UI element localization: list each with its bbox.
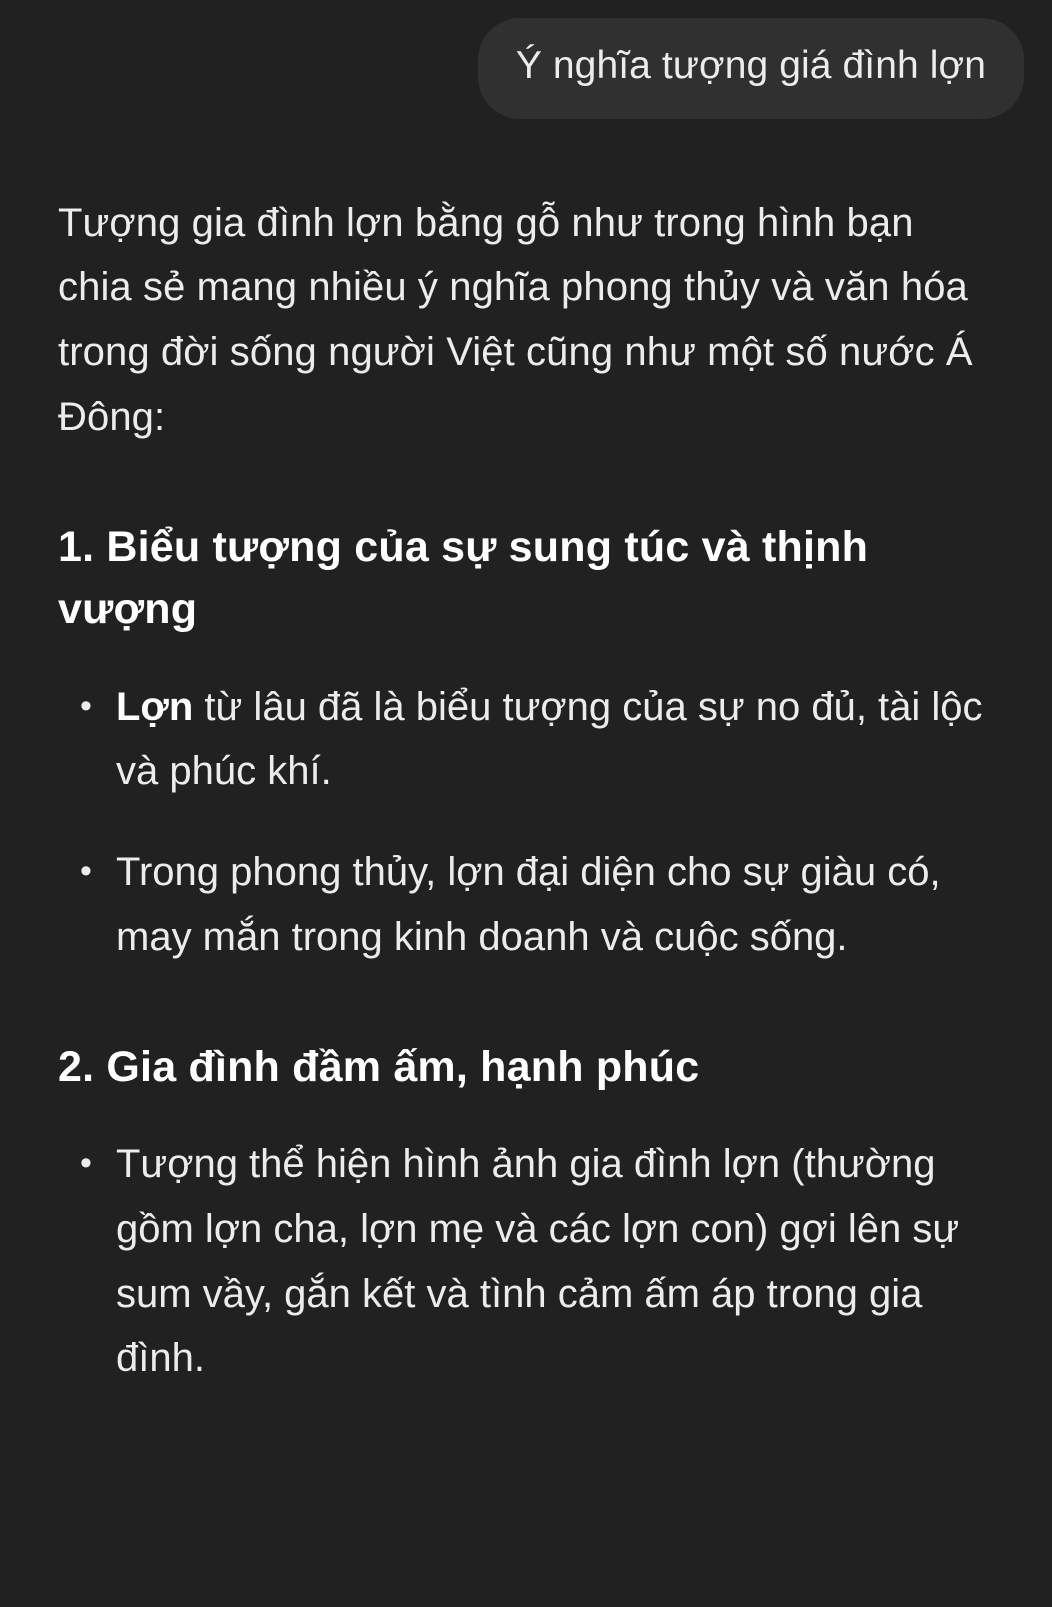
assistant-message [0, 119, 1052, 1432]
section-heading-2: 2. Gia đình đầm ấm, hạnh phúc [58, 1042, 700, 1091]
section-2-bullet-list [58, 1132, 994, 1391]
bullet-lead-text: Lợn [116, 684, 194, 729]
list-item [58, 840, 994, 970]
bullet-body-text: từ lâu đã là biểu tượng của sự no đủ, tài lộc và phúc khí. [116, 684, 983, 794]
bullet-body-text: Tượng thể hiện hình ảnh gia đình lợn (thường gồm lợn cha, lợn mẹ và các lợn con) gợi lên sự sum vầy, gắn kết và tình cảm ấm áp trong gia đình. [116, 1142, 960, 1381]
section-1-bullet-list [58, 675, 994, 970]
list-item [58, 675, 994, 805]
list-item [58, 1132, 994, 1391]
user-message-bubble[interactable]: Ý nghĩa tượng giá đình lợn [478, 18, 1024, 119]
section-heading-1: 1. Biểu tượng của sự sung túc và thịnh vượng [58, 522, 869, 634]
bottom-spacer [58, 1391, 994, 1431]
user-message-row [0, 18, 1052, 119]
assistant-intro-paragraph: Tượng gia đình lợn bằng gỗ như trong hình bạn chia sẻ mang nhiều ý nghĩa phong thủy và văn hóa trong đời sống người Việt cũng như một số nước Á Đông: [58, 200, 973, 440]
bullet-body-text: Trong phong thủy, lợn đại diện cho sự giàu có, may mắn trong kinh doanh và cuộc sống. [116, 850, 941, 959]
